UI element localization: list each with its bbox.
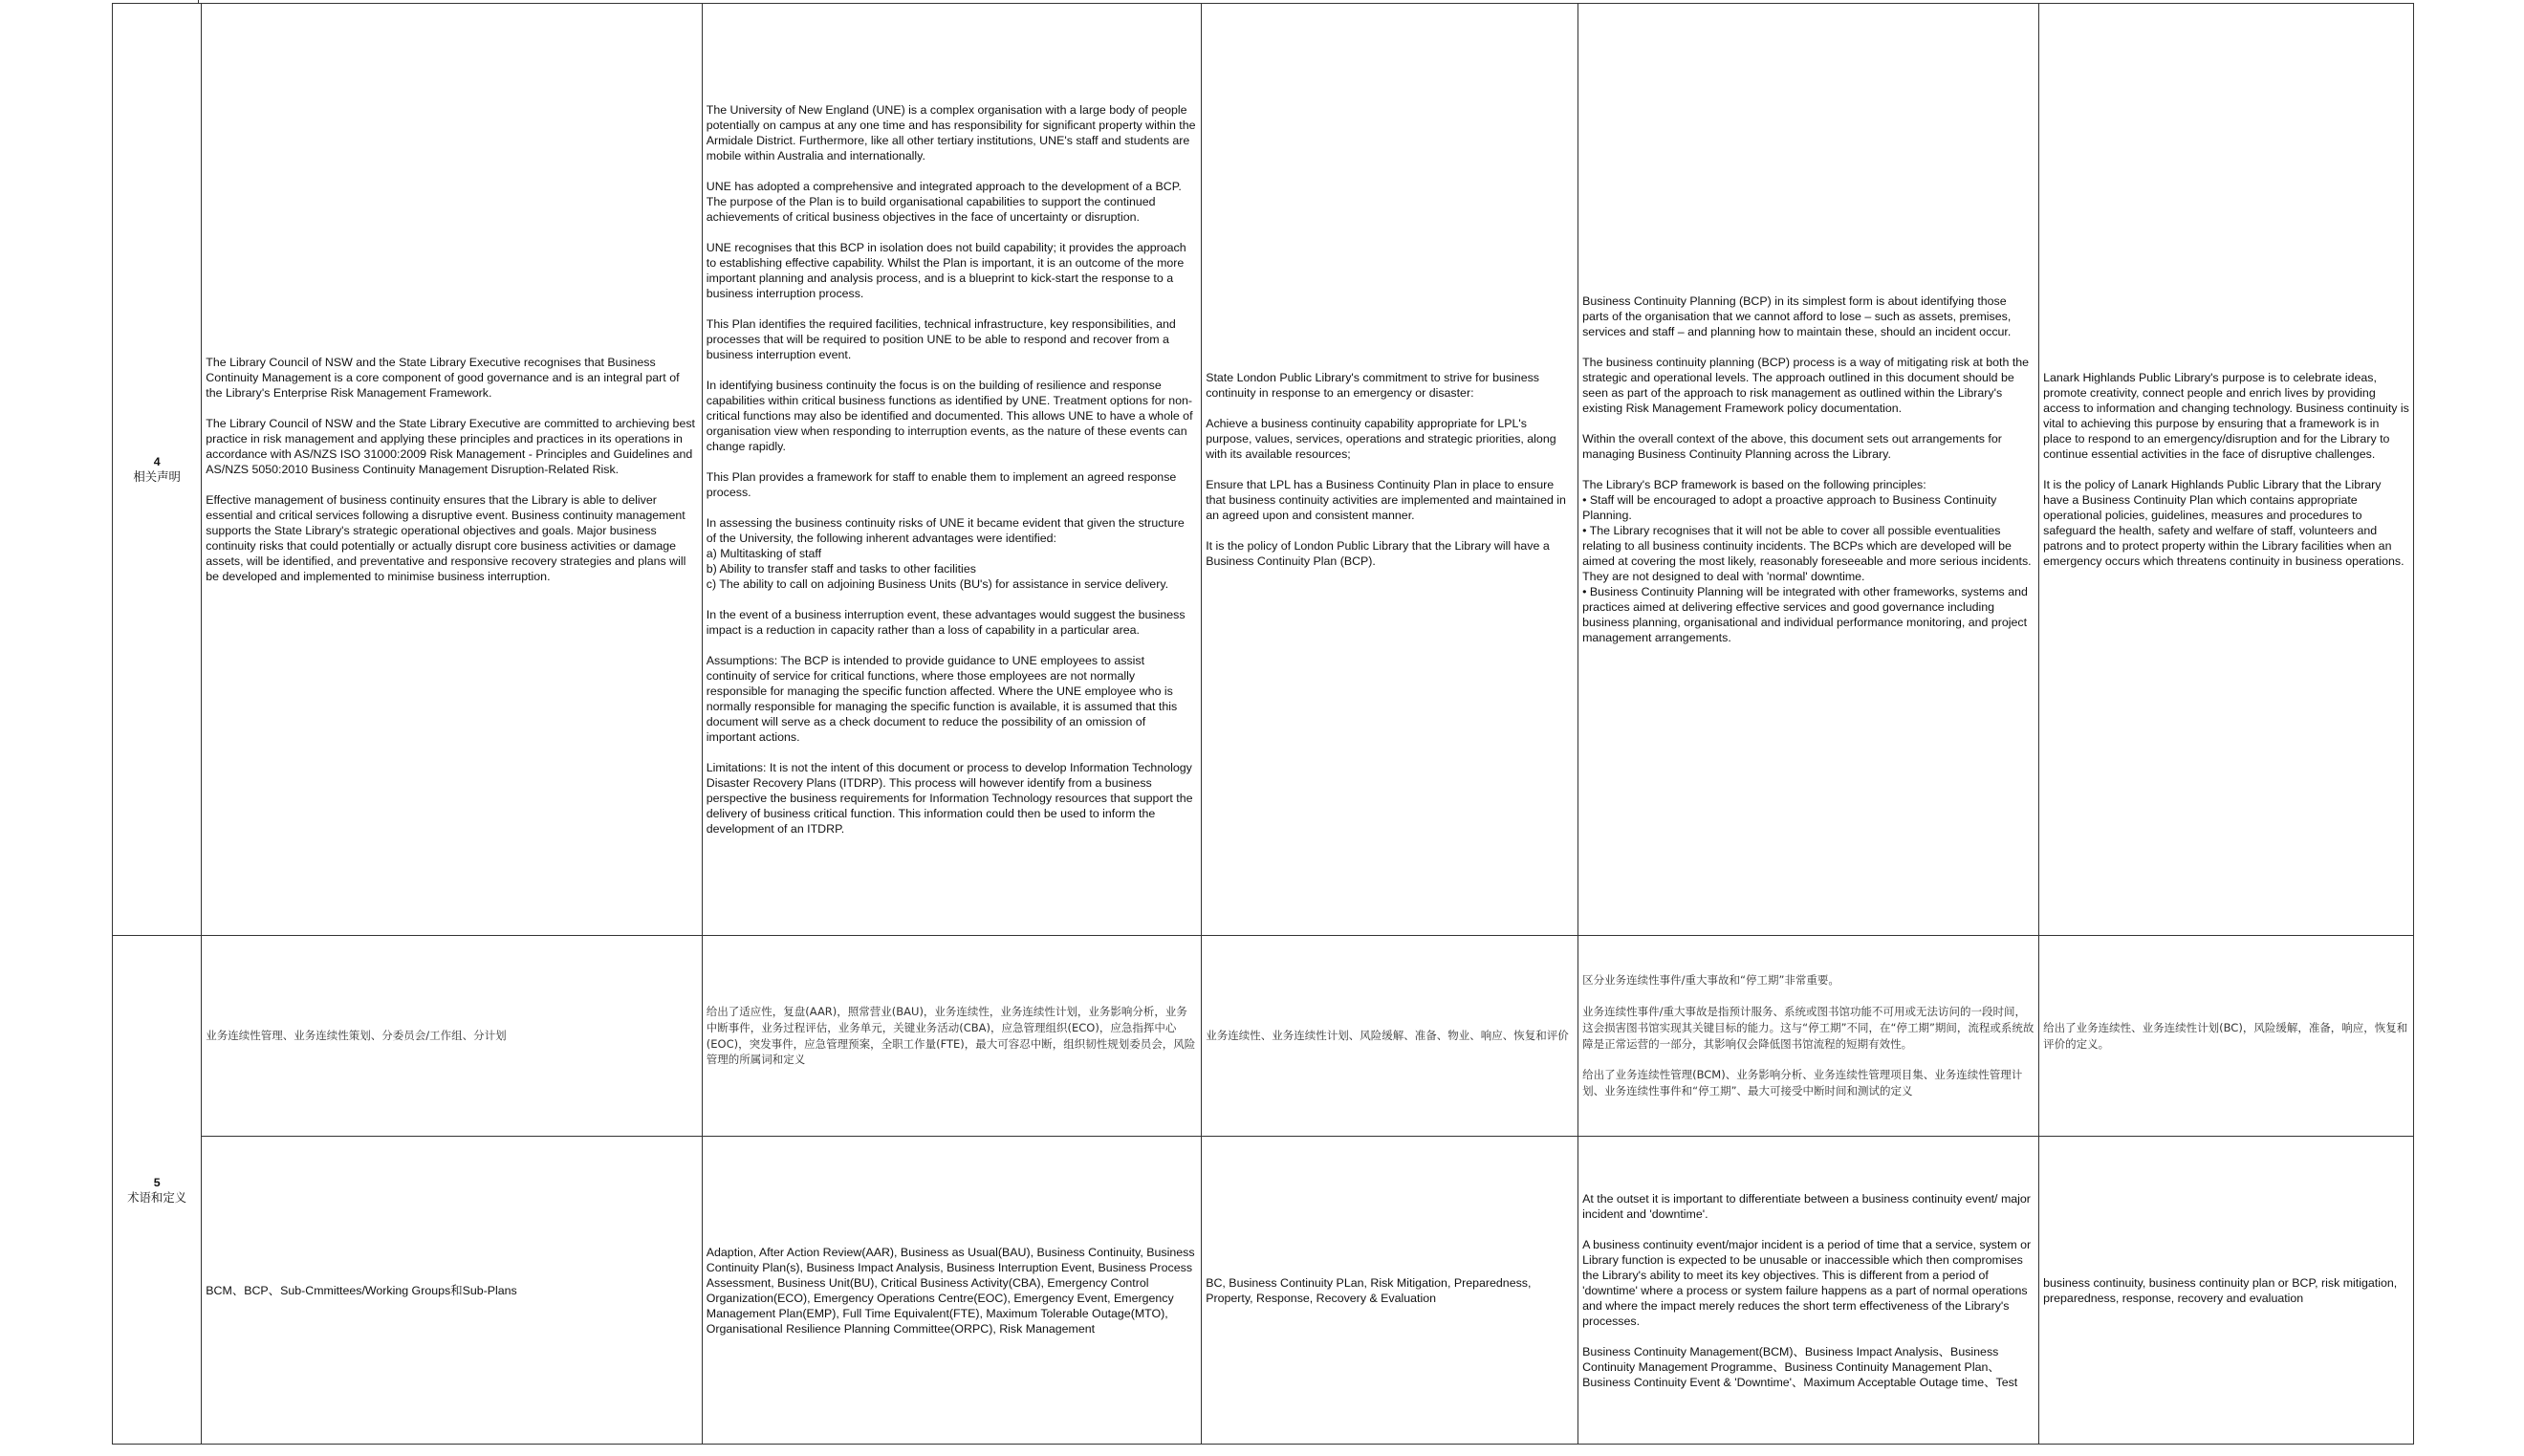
- cell-paragraph: The Library's BCP framework is based on the following principles: • Staff will be encouraged to adopt a proactive approach to Business Continuity Planning. • The Library recognises that it will not be able to cover all possible eventualities relating to all business continuity incidents. The BCPs which are developed will be aimed at covering the most likely, reasonably foreseeable and more serious incidents. They are not designed to deal with 'normal' downtime. • Business Continuity Planning will be integrated with other frameworks, systems and practices aimed at delivering effective services and good governance including business planning, organisational and individual performance monitoring, and project management arrangements.: [1582, 478, 2032, 644]
- cell-paragraph: Adaption, After Action Review(AAR), Business as Usual(BAU), Business Continuity, Business Continuity Plan(s), Business Impact Analysis, Business Interruption Event, Business Process Assessment, Business Unit(BU), Critical Business Activity(CBA), Emergency Control Organization(ECO), Emergency Operations Centre(EOC), Emergency Event, Emergency Management Plan(EMP), Full Time Equivalent(FTE), Maximum Tolerable Outage(MTO), Organisational Resilience Planning Committee(ORPC), Risk Management: [706, 1245, 1195, 1336]
- cell-paragraph: This Plan provides a framework for staff to enable them to implement an agreed response process.: [706, 470, 1177, 499]
- table-cell: [2039, 936, 2414, 1137]
- cell-paragraph: At the outset it is important to differentiate between a business continuity event/ major incident and 'downtime'.: [1582, 1191, 2031, 1221]
- table-cell: [1202, 4, 1578, 936]
- cell-paragraph: In the event of a business interruption event, these advantages would suggest the business impact is a reduction in capacity rather than a loss of capability in a particular area.: [706, 608, 1186, 637]
- table-row: [113, 4, 2414, 936]
- cell-paragraph: The Library Council of NSW and the State Library Executive are committed to archieving best practice in risk management and applying these principles and practices in its operations in accordance with AS/NZS ISO 31000:2009 Risk Management - Principles and Guidelines and AS/NZS 5050:2010 Business Continuity Management Disruption-Related Risk.: [206, 417, 695, 476]
- cell-paragraph: 给出了业务连续性管理(BCM)、业务影响分析、业务连续性管理项目集、业务连续性管理计划、业务连续性事件和“停工期”、最大可接受中断时间和测试的定义: [1582, 1068, 2023, 1097]
- cell-paragraph: UNE recognises that this BCP in isolation does not build capability; it provides the approach to establishing effective capability. Whilst the Plan is important, it is an outcome of the more important planning and analysis process, and is a blueprint to kick-start the response to a business interruption process.: [706, 241, 1186, 300]
- cell-paragraph: A business continuity event/major incident is a period of time that a service, system or Library function is expected to be unusable or inaccessible which then compromises the Library's ability to meet its key objectives. This is different from a period of 'downtime' where a process or system failure happens as a part of normal operations and where the impact merely reduces the short term effectiveness of the Library's processes.: [1582, 1237, 2032, 1328]
- cell-paragraph: Lanark Highlands Public Library's purpose is to celebrate ideas, promote creativity, connect people and enrich lives by providing access to information and changing technology. Business continuity is vital to achieving this purpose by ensuring that a framework is in place to respond to an emergency/disruption and for the Library to continue essential activities in the face of disruptive challenges.: [2043, 371, 2409, 461]
- cell-paragraph: 业务连续性管理、业务连续性策划、分委员会/工作组、分计划: [206, 1029, 507, 1043]
- cell-paragraph: The University of New England (UNE) is a complex organisation with a large body of people potentially on campus at any one time and has responsibility for significant property within the Armidale District. Furthermore, like all other tertiary institutions, UNE's staff and students are mobile within Australia and internationally.: [706, 103, 1196, 163]
- cell-paragraph: Ensure that LPL has a Business Continuity Plan in place to ensure that business continuity activities are implemented and maintained in an agreed upon and consistent manner.: [1206, 478, 1566, 522]
- cell-paragraph: Achieve a business continuity capability appropriate for LPL's purpose, values, services, operations and strategic priorities, along with its available resources;: [1206, 417, 1556, 461]
- cell-paragraph: 区分业务连续性事件/重大事故和“停工期”非常重要。: [1582, 973, 1839, 988]
- cell-paragraph: The Library Council of NSW and the State Library Executive recognises that Business Continuity Management is a core component of good governance and is an integral part of the Library's Enterprise Risk Management Framework.: [206, 356, 680, 400]
- section-number: 5: [153, 1175, 161, 1189]
- table-cell: [202, 936, 702, 1137]
- table-cell: [1578, 1137, 2039, 1445]
- table-cell: [702, 1137, 1201, 1445]
- cell-paragraph: It is the policy of Lanark Highlands Public Library that the Library have a Business Continuity Plan which contains appropriate operational policies, guidelines, measures and procedures to safeguard the health, safety and welfare of staff, volunteers and patrons and to protect property within the Library facilities when an emergency occurs which threatens continuity in business operations.: [2043, 478, 2404, 568]
- cell-paragraph: Limitations: It is not the intent of this document or process to develop Information Technology Disaster Recovery Plans (ITDRP). This process will however identify from a business perspective the business requirements for Information Technology resources that support the delivery of business critical function. This information could then be used to inform the development of an ITDRP.: [706, 761, 1193, 836]
- table-cell: [1202, 936, 1578, 1137]
- cell-paragraph: In assessing the business continuity risks of UNE it became evident that given the structure of the University, the following inherent advantages were identified: a) Multitasking of staff b) Ability to transfer staff and tasks to other facilities c) The ability to call on adjoining Business Units (BU's) for assistance in service delivery.: [706, 516, 1185, 591]
- cell-paragraph: 给出了业务连续性、业务连续性计划(BC)，风险缓解，准备，响应，恢复和评价的定义。: [2043, 1020, 2408, 1051]
- section-heading-cell: [113, 936, 202, 1445]
- cell-paragraph: In identifying business continuity the focus is on the building of resilience and response capabilities within critical business functions as identified by UNE. Treatment options for non-critical functions may also be identified and documented. This allows UNE to have a whole of organisation view when responding to interruption events, as the nature of these events can change rapidly.: [706, 379, 1193, 453]
- table-row: [113, 936, 2414, 1137]
- cell-paragraph: 业务连续性事件/重大事故是指预计服务、系统或图书馆功能不可用或无法访问的一段时间，这会损害图书馆实现其关键目标的能力。这与“停工期”不同，在“停工期”期间，流程或系统故障是正常运营的一部分，其影响仅会降低图书馆流程的短期有效性。: [1582, 1005, 2034, 1051]
- table-cell: [2039, 1137, 2414, 1445]
- cell-paragraph: UNE has adopted a comprehensive and integrated approach to the development of a BCP. The purpose of the Plan is to build organisational capabilities to support the continued achievements of critical business objectives in the face of uncertainty or disruption.: [706, 180, 1182, 224]
- table-cell: [1578, 4, 2039, 936]
- table-cell: [1578, 936, 2039, 1137]
- table-cell: [2039, 4, 2414, 936]
- section-heading-cell: [113, 4, 202, 936]
- cell-paragraph: Within the overall context of the above, this document sets out arrangements for managing Business Continuity Planning across the Library.: [1582, 432, 2002, 461]
- cell-paragraph: BC, Business Continuity PLan, Risk Mitigation, Preparedness, Property, Response, Recovery & Evaluation: [1206, 1275, 1532, 1305]
- cell-paragraph: The business continuity planning (BCP) process is a way of mitigating risk at both the strategic and operational levels. The approach outlined in this document should be seen as part of the approach to risk management as outlined within the Library's existing Risk Management Framework policy documentation.: [1582, 356, 2030, 415]
- table-cell: [702, 936, 1201, 1137]
- cell-paragraph: 业务连续性、业务连续性计划、风险缓解、准备、物业、响应、恢复和评价: [1206, 1029, 1569, 1043]
- cell-paragraph: BCM、BCP、Sub-Cmmittees/Working Groups和Sub-Plans: [206, 1283, 517, 1297]
- table-cell: [702, 4, 1201, 936]
- cell-paragraph: 给出了适应性，复盘(AAR)，照常营业(BAU)，业务连续性，业务连续性计划，业务影响分析，业务中断事件，业务过程评估，业务单元，关键业务活动(CBA)，应急管理组织(ECO)，应急指挥中心(EOC)，突发事件，应急管理预案，全职工作量(FTE)，最大可容忍中断，组织韧性规划委员会，风险管理的所属词和定义: [706, 1005, 1196, 1067]
- table-row: [113, 1137, 2414, 1445]
- cell-paragraph: Effective management of business continuity ensures that the Library is able to deliver essential and critical services following a disruptive event. Business continuity management supports the State Library's strategic operational objectives and goals. Major business continuity risks that could potentially or actually disrupt core business activities or damage assets, will be identified, and preventative and responsive recovery strategies and plans will be developed and implemented to minimise business interruption.: [206, 493, 686, 583]
- cell-paragraph: business continuity, business continuity plan or BCP, risk mitigation, preparedness, response, recovery and evaluation: [2043, 1275, 2398, 1305]
- cell-paragraph: It is the policy of London Public Library that the Library will have a Business Continuity Plan (BCP).: [1206, 539, 1550, 568]
- section-title: 术语和定义: [127, 1190, 187, 1205]
- cell-paragraph: Business Continuity Planning (BCP) in its simplest form is about identifying those parts of the organisation that we cannot afford to lose – such as assets, premises, services and staff – and planning how to maintain these, should an incident occur.: [1582, 294, 2012, 338]
- cell-paragraph: Assumptions: The BCP is intended to provide guidance to UNE employees to assist continuity of service for critical functions, where those employees are not normally responsible for managing the specific function affected. Where the UNE employee who is normally responsible for managing the specific function is available, it is assumed that this document will serve as a check document to reduce the possibility of an omission of important actions.: [706, 654, 1178, 744]
- table-cell: [202, 4, 702, 936]
- cell-paragraph: Business Continuity Management(BCM)、Business Impact Analysis、Business Continuity Management Programme、Business Continuity Management Plan、Business Continuity Event & 'Downtime'、Maximum Acceptable Outage time、Test: [1582, 1344, 2018, 1389]
- table-cell: [202, 1137, 702, 1445]
- section-number: 4: [153, 455, 161, 468]
- cell-paragraph: State London Public Library's commitment to strive for business continuity in response to an emergency or disaster:: [1206, 371, 1539, 400]
- cell-paragraph: This Plan identifies the required facilities, technical infrastructure, key responsibilities, and processes that will be required to position UNE to be able to respond and recover from a business interruption event.: [706, 317, 1176, 361]
- section-title: 相关声明: [133, 470, 181, 484]
- table-cell: [1202, 1137, 1578, 1445]
- comparison-table: [112, 3, 2414, 1445]
